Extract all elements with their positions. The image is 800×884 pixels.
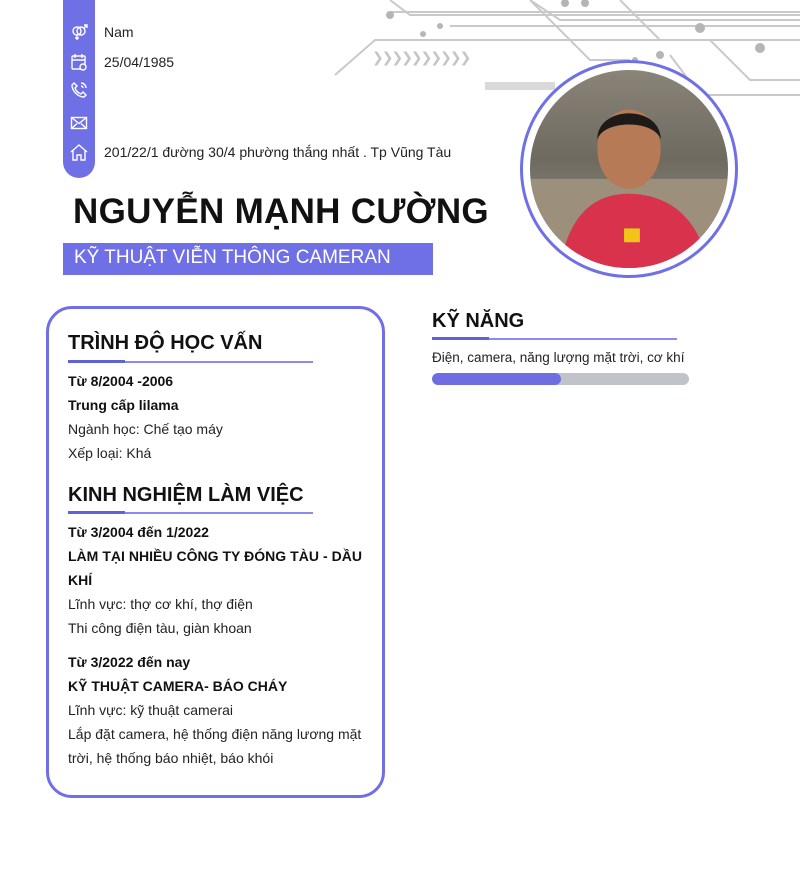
education-school: Trung cấp lilama [68, 397, 179, 413]
svg-text:❯❯❯❯❯❯❯❯❯❯: ❯❯❯❯❯❯❯❯❯❯ [372, 50, 470, 66]
gender-text: Nam [104, 24, 134, 40]
person-photo-image [530, 70, 728, 268]
education-heading-underline [68, 361, 313, 363]
skills-heading-underline [432, 338, 677, 340]
job-field: Lĩnh vực: kỹ thuật camerai [68, 702, 233, 718]
job-description: Thi công điện tàu, giàn khoan [68, 620, 252, 636]
birthdate-text: 25/04/1985 [104, 54, 175, 70]
job-title-banner [63, 243, 433, 275]
job-field: Lĩnh vực: thợ cơ khí, thợ điện [68, 596, 253, 612]
experience-heading: KINH NGHIỆM LÀM VIỆC [68, 484, 304, 506]
job-period: Từ 3/2004 đến 1/2022 [68, 524, 209, 540]
job-title: KỸ THUẬT VIỄN THÔNG CAMERAN [74, 247, 391, 268]
job-description-cont: trời, hệ thống báo nhiệt, báo khói [68, 750, 274, 766]
job-company-cont: KHÍ [68, 572, 93, 588]
job-period: Từ 3/2022 đến nay [68, 654, 191, 670]
skills-heading: KỸ NĂNG [432, 310, 525, 332]
education-period: Từ 8/2004 -2006 [68, 373, 174, 389]
gender-icon [70, 23, 88, 41]
skill-level-fill [432, 373, 561, 385]
education-heading: TRÌNH ĐỘ HỌC VẤN [68, 332, 263, 354]
experience-heading-underline [68, 512, 313, 514]
education-grade: Xếp loại: Khá [68, 445, 152, 461]
candidate-name: NGUYỄN MẠNH CƯỜNG [73, 192, 489, 231]
skill-level-bar [432, 373, 689, 385]
job-company: KỸ THUẬT CAMERA- BÁO CHÁY [68, 678, 288, 694]
address-text: 201/22/1 đường 30/4 phường thắng nhất . Tp Vũng Tàu [104, 144, 452, 160]
calendar-icon [70, 53, 88, 71]
education-major: Ngành học: Chế tạo máy [68, 421, 223, 437]
skill-label: Điện, camera, năng lượng mặt trời, cơ khí [432, 350, 685, 365]
profile-photo [520, 60, 738, 278]
phone-icon [70, 81, 88, 99]
job-description: Lắp đặt camera, hệ thống điện năng lương mặt [68, 726, 362, 742]
email-icon [70, 114, 88, 132]
home-icon [70, 143, 88, 161]
job-company: LÀM TẠI NHIỀU CÔNG TY ĐÓNG TÀU - DẦU [68, 548, 362, 564]
